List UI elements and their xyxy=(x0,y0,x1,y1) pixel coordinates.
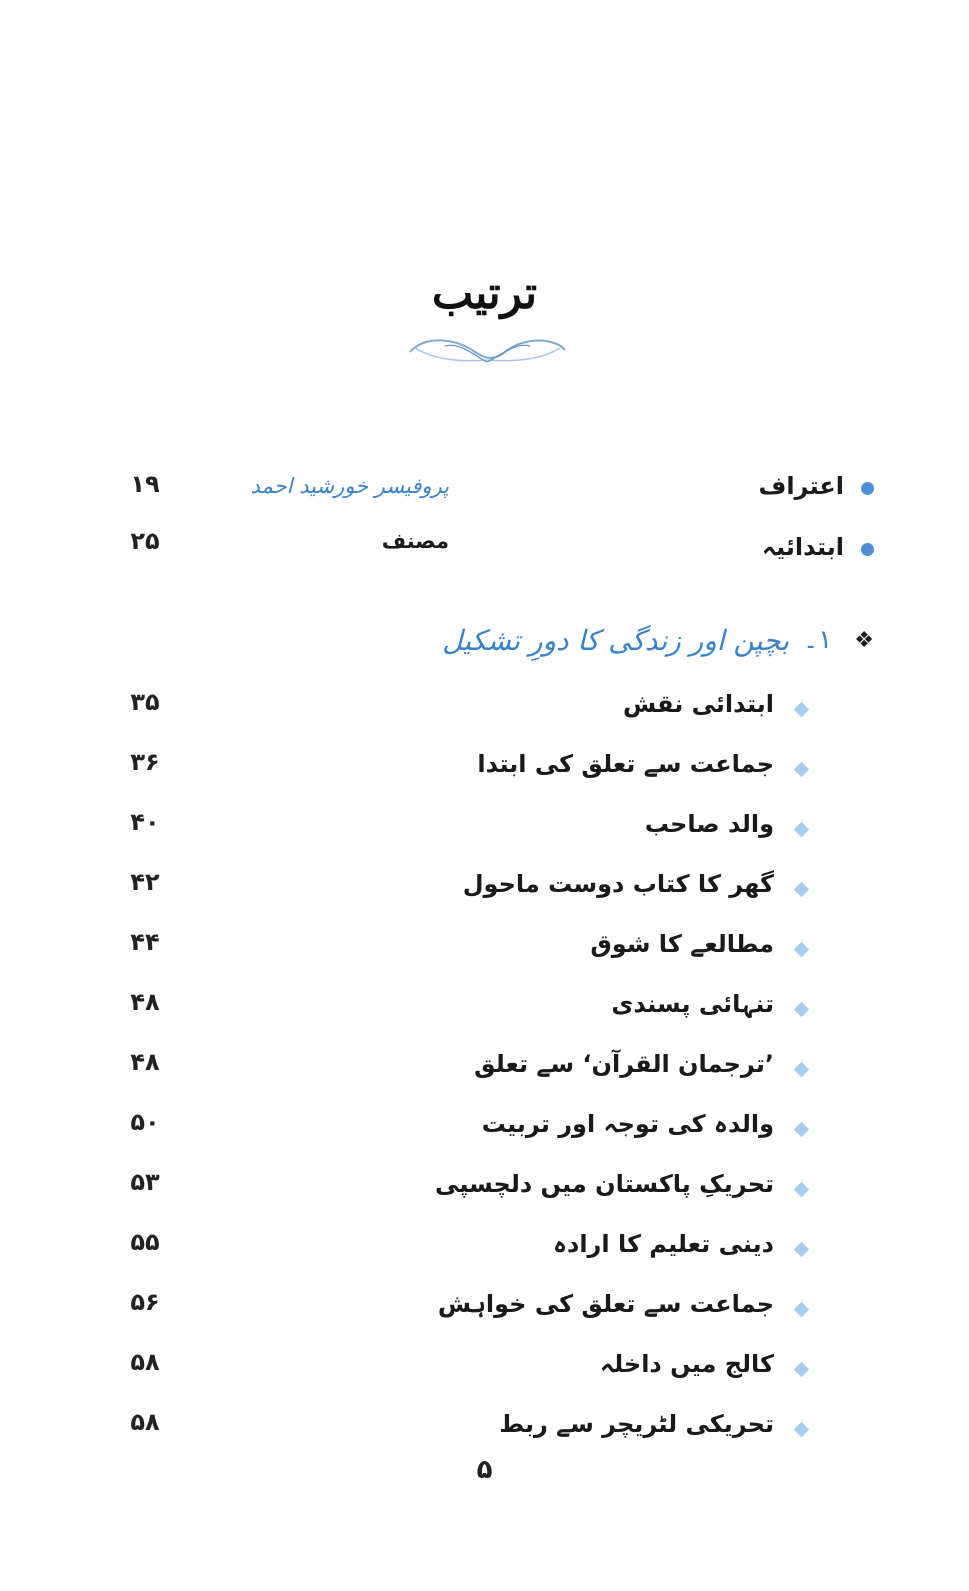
section-number: ۱۔ xyxy=(803,625,833,655)
diamond-bullet-icon xyxy=(794,1122,810,1138)
section-title: بچپن اور زندگی کا دورِ تشکیل xyxy=(442,623,790,657)
toc-item[interactable] xyxy=(0,1168,969,1208)
diamond-bullet-icon xyxy=(794,1362,810,1378)
entry-label: ابتدائیہ xyxy=(762,533,844,561)
entry-author: پروفیسر خورشید احمد xyxy=(250,474,449,498)
toc-item[interactable] xyxy=(0,688,969,728)
bullet-dot-icon xyxy=(861,543,874,556)
page-number: ۴۲ xyxy=(130,868,160,896)
page-number: ۳۵ xyxy=(130,688,160,716)
page-number: ۵۸ xyxy=(130,1348,160,1376)
page-number: ۵۶ xyxy=(130,1288,160,1316)
toc-item[interactable] xyxy=(0,988,969,1028)
item-label: ابتدائی نقش xyxy=(623,690,774,718)
diamond-bullet-icon xyxy=(794,822,810,838)
page-number: ۳۶ xyxy=(130,748,160,776)
item-label: تنہائی پسندی xyxy=(611,990,774,1018)
diamond-bullet-icon xyxy=(794,942,810,958)
page-number: ۵۳ xyxy=(130,1168,160,1196)
diamond-bullet-icon xyxy=(794,762,810,778)
toc-entry-front-1[interactable] xyxy=(0,468,969,508)
item-label: والدہ کی توجہ اور تربیت xyxy=(481,1110,774,1138)
entry-author: مصنف xyxy=(381,529,449,553)
toc-item[interactable] xyxy=(0,1408,969,1448)
toc-entry-front-2[interactable] xyxy=(0,527,969,567)
diamond-bullet-icon xyxy=(794,1242,810,1258)
diamond-bullet-icon xyxy=(794,882,810,898)
item-label: گھر کا کتاب دوست ماحول xyxy=(462,870,774,898)
item-label: جماعت سے تعلق کی ابتدا xyxy=(477,750,774,778)
diamond-bullet-icon xyxy=(794,702,810,718)
diamond-bullet-icon xyxy=(794,1302,810,1318)
section-heading[interactable] xyxy=(442,615,874,665)
page-number: ۵۵ xyxy=(130,1228,160,1256)
bullet-dot-icon xyxy=(861,482,874,495)
toc-item[interactable] xyxy=(0,1228,969,1268)
item-label: دینی تعلیم کا ارادہ xyxy=(552,1230,774,1258)
page-number: ۴۸ xyxy=(130,988,160,1016)
page-number: ۴۰ xyxy=(130,808,160,836)
item-label: تحریکی لٹریچر سے ربط xyxy=(499,1410,774,1438)
toc-item[interactable] xyxy=(0,1048,969,1088)
toc-item[interactable] xyxy=(0,1108,969,1148)
entry-label: اعتراف xyxy=(758,472,844,500)
four-diamonds-icon: ❖ xyxy=(854,627,874,653)
item-label: ’ترجمان القرآن‘ سے تعلق xyxy=(474,1050,774,1078)
item-label: والد صاحب xyxy=(644,810,774,838)
page-number: ۵۸ xyxy=(130,1408,160,1436)
folio-page-number: ۵ xyxy=(476,1455,493,1485)
page-number: ۱۹ xyxy=(130,470,160,498)
toc-item[interactable] xyxy=(0,1288,969,1328)
page-number: ۴۸ xyxy=(130,1048,160,1076)
toc-item[interactable] xyxy=(0,808,969,848)
diamond-bullet-icon xyxy=(794,1422,810,1438)
item-label: جماعت سے تعلق کی خواہش xyxy=(437,1290,774,1318)
toc-item[interactable] xyxy=(0,1348,969,1388)
toc-title: ترتیب xyxy=(431,268,538,319)
toc-item[interactable] xyxy=(0,868,969,908)
diamond-bullet-icon xyxy=(794,1002,810,1018)
page-number: ۵۰ xyxy=(130,1108,160,1136)
page-number: ۴۴ xyxy=(130,928,160,956)
flourish-ornament xyxy=(405,330,570,370)
toc-item[interactable] xyxy=(0,928,969,968)
item-label: تحریکِ پاکستان میں دلچسپی xyxy=(435,1170,774,1198)
page-number: ۲۵ xyxy=(130,527,160,555)
diamond-bullet-icon xyxy=(794,1062,810,1078)
diamond-bullet-icon xyxy=(794,1182,810,1198)
item-label: کالج میں داخلہ xyxy=(600,1350,774,1378)
item-label: مطالعے کا شوق xyxy=(590,930,774,958)
toc-item[interactable] xyxy=(0,748,969,788)
